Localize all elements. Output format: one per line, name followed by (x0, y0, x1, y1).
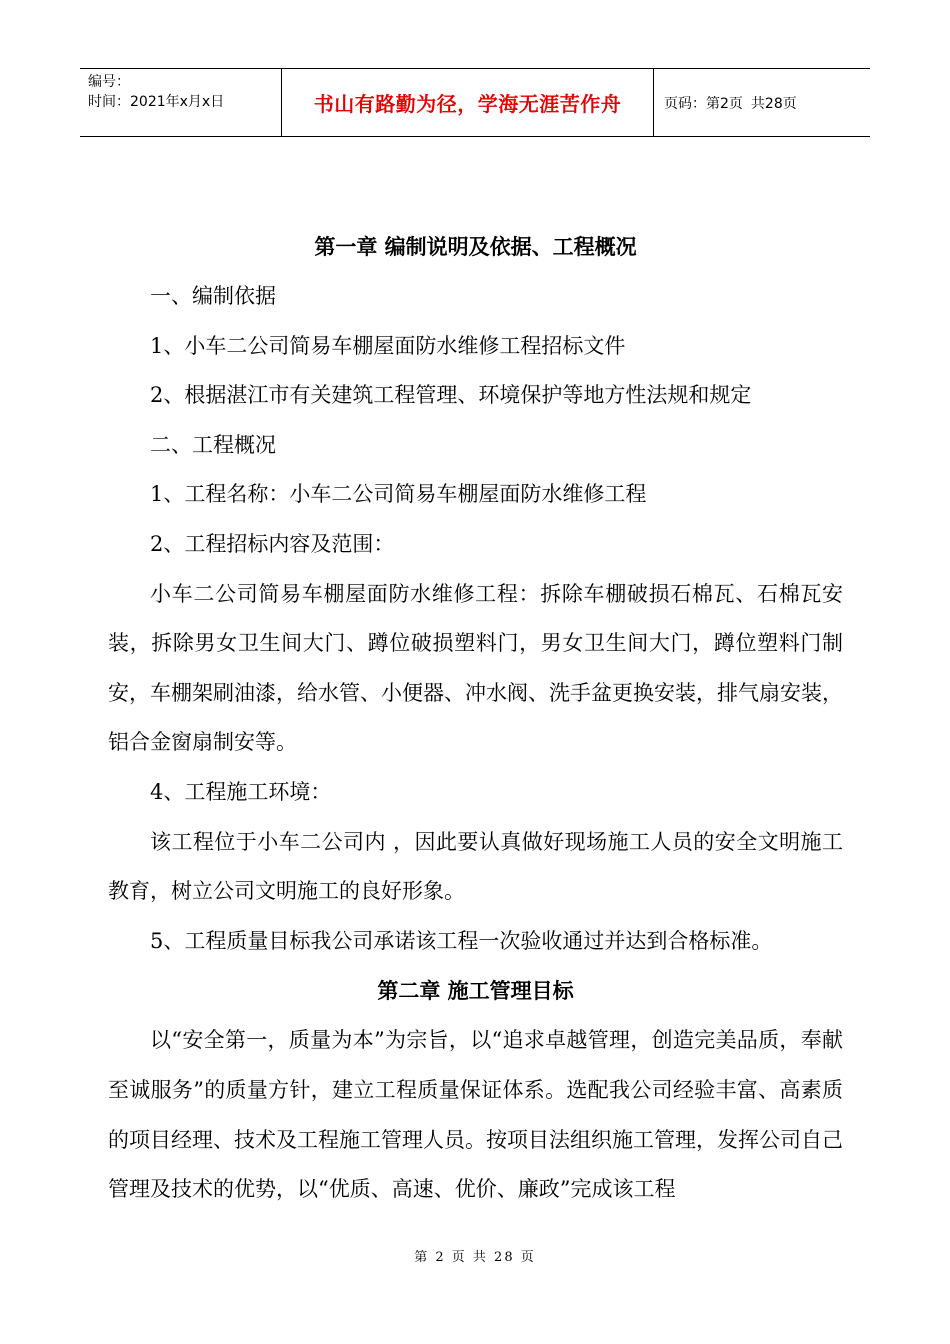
page-header (80, 68, 870, 137)
paragraph: 以“安全第一，质量为本”为宗旨，以“追求卓越管理，创造完美品质，奉献至诚服务”的质量方针，建立工程质量保证体系。选配我公司经验丰富、高素质的项目经理、技术及工程施工管理人员。按项目法组织施工管理，发挥公司自己管理及技术的优势，以“优质、高速、优价、廉政”完成该工程 (108, 1028, 843, 1202)
paragraph: 小车二公司简易车棚屋面防水维修工程：拆除车棚破损石棉瓦、石棉瓦安装，拆除男女卫生间大门、蹲位破损塑料门，男女卫生间大门，蹲位塑料门制安，车棚架刷油漆，给水管、小便器、冲水阀、洗手盆更换安装，排气扇安装，铝合金窗扇制安等。 (108, 581, 843, 755)
paragraph: 该工程位于小车二公司内 ，因此要认真做好现场施工人员的安全文明施工教育，树立公司文明施工的良好形象。 (108, 829, 843, 904)
paragraph: 1、小车二公司简易车棚屋面防水维修工程招标文件 (150, 333, 626, 358)
page-footer: 第 2 页 共 28 页 (414, 1250, 536, 1265)
header-page-cell (654, 69, 870, 136)
paragraph: 2、工程招标内容及范围： (150, 531, 395, 556)
document-date-label: 时间：2021年x月x日 (88, 94, 225, 110)
header-motto-cell (282, 69, 654, 136)
document-body (108, 222, 843, 1215)
paragraph: 5、工程质量目标我公司承诺该工程一次验收通过并达到合格标准。 (150, 928, 773, 953)
paragraph: 二、工程概况 (150, 432, 276, 457)
paragraph: 1、工程名称：小车二公司简易车棚屋面防水维修工程 (150, 482, 647, 507)
header-info-cell (80, 69, 282, 136)
paragraph: 4、工程施工环境： (150, 779, 332, 804)
chapter-1-title: 第一章 编制说明及依据、工程概况 (314, 235, 637, 259)
header-total-label: 共28页 (750, 95, 797, 112)
document-number-label: 编号： (88, 74, 130, 90)
chapter-2-title: 第二章 施工管理目标 (377, 979, 574, 1004)
paragraph: 2、根据湛江市有关建筑工程管理、环境保护等地方性法规和规定 (150, 383, 752, 408)
header-motto: 书山有路勤为径，学海无涯苦作舟 (313, 92, 622, 116)
header-page-label: 页码：第2页 (664, 95, 743, 112)
paragraph: 一、编制依据 (150, 284, 276, 308)
